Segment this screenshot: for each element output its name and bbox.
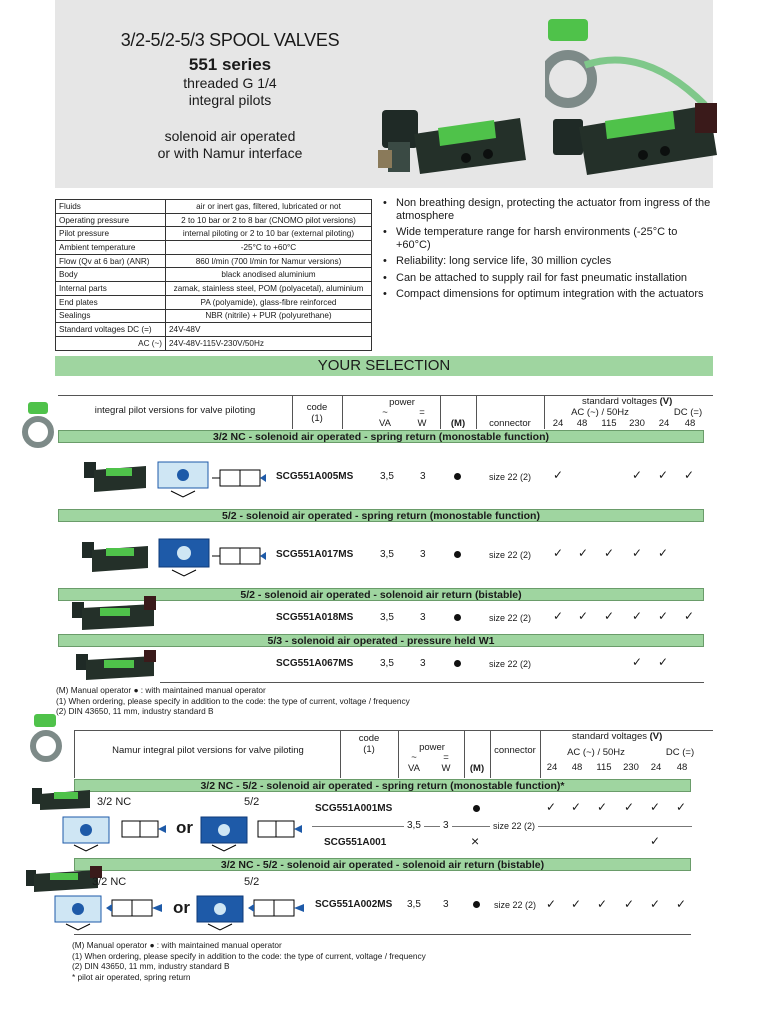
page-title: 3/2-5/2-5/3 SPOOL VALVES [120, 30, 340, 50]
product-code: SCG551A001MS [315, 803, 393, 814]
check-mark: ✓ [553, 468, 564, 482]
spec-value: internal piloting or 2 to 10 bar (external piloting) [166, 227, 372, 241]
label-52: 5/2 [244, 876, 260, 888]
check-mark: ✓ [632, 609, 643, 623]
voltage-label-dc: Standard voltages DC (=) [56, 323, 166, 337]
check-mark: ✓ [597, 897, 608, 911]
product-code: SCG551A018MS [276, 612, 354, 623]
note-line: * pilot air operated, spring return [72, 971, 191, 982]
or-label: or [173, 898, 190, 917]
check-mark: ✓ [650, 834, 661, 848]
valve-photo-right [545, 15, 725, 187]
check-mark: ✓ [658, 655, 669, 669]
code-note-header: (1) [311, 413, 323, 424]
connector-header: connector [494, 745, 536, 756]
v-230: 230 [623, 762, 639, 773]
spec-label: Body [56, 268, 166, 282]
std-voltages-header [582, 396, 672, 407]
spec-value: -25°C to +60°C [166, 241, 372, 255]
table2-desc-header: Namur integral pilot versions for valve piloting [112, 745, 304, 756]
std-voltages-label: standard voltages [572, 731, 647, 742]
manual-op-header: (M) [450, 418, 466, 429]
d-48: 48 [684, 418, 696, 429]
check-mark: ✓ [684, 609, 695, 623]
voltage-value-ac: 24V-48V-115V-230V/50Hz [166, 336, 372, 350]
voltage-label-ac: AC (~) [56, 336, 166, 350]
manual-operator-dot [473, 805, 480, 812]
col-divider [342, 395, 343, 429]
list-item: • Wide temperature range for harsh environments (-25°C to +60°C) [383, 226, 713, 251]
valve-symbol-photo [157, 461, 209, 499]
list-item: • Non breathing design, protecting the actuator from ingress of the atmosphere [383, 197, 713, 222]
check-mark: ✓ [624, 800, 635, 814]
voltage-value-dc: 24V-48V [166, 323, 372, 337]
table-row [56, 282, 372, 296]
namur-symbol-52 [196, 892, 244, 932]
valve-schematic [252, 815, 304, 847]
check-mark: ✓ [684, 468, 695, 482]
table-row [56, 213, 372, 227]
code-header: code [358, 733, 380, 744]
v-115: 115 [596, 762, 612, 773]
valve-schematic [116, 815, 168, 847]
power-w: 3 [440, 820, 452, 831]
specs-table [55, 199, 372, 351]
ac-header: AC (~) / 50Hz [567, 747, 625, 758]
table-row [56, 336, 372, 350]
thread-text: threaded G 1/4 [183, 75, 277, 91]
list-item: • Can be attached to supply rail for fast pneumatic installation [383, 272, 713, 285]
valve-schematic [106, 894, 166, 926]
label-52: 5/2 [244, 796, 260, 808]
valve-thumbnail [82, 458, 148, 498]
power-header: power [389, 397, 415, 408]
check-mark: ✓ [546, 800, 557, 814]
namur-symbol-32 [62, 813, 110, 853]
label-32nc: 3/2 NC [97, 796, 132, 808]
spec-label: Operating pressure [56, 213, 166, 227]
list-item: • Reliability: long service life, 30 million cycles [383, 255, 713, 268]
note-line: (1) When ordering, please specify in addition to the code: the type of current, voltage / frequency [72, 950, 426, 961]
check-mark: ✓ [546, 897, 557, 911]
valve-schematic [212, 540, 268, 576]
power-va: 3,5 [380, 658, 394, 669]
or-label: or [176, 818, 193, 837]
operation-text-2: or with Namur interface [157, 145, 303, 161]
check-mark: ✓ [676, 800, 687, 814]
spec-label: Fluids [56, 200, 166, 214]
check-mark: ✓ [604, 546, 615, 560]
spec-label: Internal parts [56, 282, 166, 296]
spec-value: air or inert gas, filtered, lubricated or not [166, 200, 372, 214]
v-230: 230 [629, 418, 645, 429]
table1-desc-header: integral pilot versions for valve piloting [94, 405, 256, 416]
col-divider [398, 730, 399, 778]
power-va: 3,5 [380, 612, 394, 623]
spec-value: 860 l/min (700 l/min for Namur versions) [166, 254, 372, 268]
notes-2 [72, 940, 426, 982]
std-voltages-label: standard voltages [582, 396, 657, 407]
connector-size: size 22 (2) [490, 821, 538, 831]
dc-header: DC (=) [673, 407, 703, 418]
valve-thumbnail [70, 594, 160, 634]
operation-text-1: solenoid air operated [164, 128, 296, 144]
check-mark: ✓ [676, 897, 687, 911]
check-mark: ✓ [632, 468, 643, 482]
d-24: 24 [650, 762, 662, 773]
no-manual-operator-cross: × [471, 833, 480, 849]
note-line: (2) DIN 43650, 11 mm, industry standard B [72, 961, 230, 971]
spec-label: Pilot pressure [56, 227, 166, 241]
actuator-icon [28, 712, 64, 764]
check-mark: ✓ [632, 546, 643, 560]
table1-bottom-rule [160, 682, 704, 683]
product-code: SCG551A001 [324, 837, 387, 848]
spec-value: zamak, stainless steel, POM (polyacetal), aluminium [166, 282, 372, 296]
spec-value: NBR (nitrile) + PUR (polyurethane) [166, 309, 372, 323]
check-mark: ✓ [624, 897, 635, 911]
power-va: 3,5 [404, 820, 424, 831]
power-w: 3 [420, 658, 426, 669]
check-mark: ✓ [658, 609, 669, 623]
table-row [56, 227, 372, 241]
manual-operator-dot [454, 614, 461, 621]
manual-op-header: (M) [469, 763, 485, 774]
col-divider [544, 395, 545, 429]
table-row [56, 309, 372, 323]
namur-symbol-32 [54, 892, 102, 932]
spec-label: End plates [56, 295, 166, 309]
namur-symbol-52 [200, 813, 248, 853]
product-code: SCG551A017MS [276, 549, 354, 560]
table-row [56, 295, 372, 309]
manual-operator-dot [454, 551, 461, 558]
d-24: 24 [658, 418, 670, 429]
section-header: 5/3 - solenoid air operated - pressure held W1 [58, 634, 704, 647]
section-header: 5/2 - solenoid air operated - spring return (monostable function) [58, 509, 704, 522]
power-w: 3 [420, 549, 426, 560]
va-symbol: ~ [382, 407, 388, 418]
table-row [56, 323, 372, 337]
connector-size: size 22 (2) [489, 550, 532, 560]
std-voltages-header [572, 731, 662, 742]
check-mark: ✓ [578, 609, 589, 623]
valve-symbol-photo [158, 538, 210, 578]
check-mark: ✓ [571, 897, 582, 911]
label-32nc: 3/2 NC [92, 876, 127, 888]
check-mark: ✓ [658, 546, 669, 560]
v-48: 48 [576, 418, 588, 429]
check-mark: ✓ [578, 546, 589, 560]
table-row [56, 200, 372, 214]
col-divider [74, 730, 75, 778]
power-w: 3 [420, 612, 426, 623]
va-header: VA [379, 418, 391, 429]
power-va: 3,5 [380, 471, 394, 482]
manual-operator-dot [454, 660, 461, 667]
check-mark: ✓ [597, 800, 608, 814]
connector-header: connector [489, 418, 531, 429]
list-item: • Compact dimensions for optimum integration with the actuators [383, 288, 713, 301]
spec-label: Ambient temperature [56, 241, 166, 255]
v-48: 48 [571, 762, 583, 773]
w-header: W [441, 763, 451, 774]
connector-size: size 22 (2) [494, 900, 537, 910]
check-mark: ✓ [650, 897, 661, 911]
table-row [56, 254, 372, 268]
section-header: 5/2 - solenoid air operated - solenoid air return (bistable) [58, 588, 704, 601]
section-header: 3/2 NC - solenoid air operated - spring return (monostable function) [58, 430, 704, 443]
va-symbol: ~ [411, 752, 417, 763]
check-mark: ✓ [650, 800, 661, 814]
spec-label: Sealings [56, 309, 166, 323]
section-header: 3/2 NC - 5/2 - solenoid air operated - spring return (monostable function)* [74, 779, 691, 792]
v-24: 24 [546, 762, 558, 773]
namur-valve-thumbnail [30, 784, 92, 812]
note-line: (2) DIN 43650, 11 mm, industry standard B [56, 706, 214, 716]
check-mark: ✓ [632, 655, 643, 669]
code-header: code [306, 402, 328, 413]
spec-value: black anodised aluminium [166, 268, 372, 282]
spec-label: Flow (Qv at 6 bar) (ANR) [56, 254, 166, 268]
note-line: (M) Manual operator ● : with maintained manual operator [56, 685, 266, 695]
w-symbol: = [419, 407, 425, 418]
notes-1 [56, 685, 410, 717]
check-mark: ✓ [604, 609, 615, 623]
table2-bottom-rule [74, 934, 691, 935]
dc-header: DC (=) [665, 747, 695, 758]
product-code: SCG551A067MS [276, 658, 354, 669]
selection-title: YOUR SELECTION [55, 356, 713, 376]
title-block [60, 30, 400, 162]
volt-unit: (V) [659, 396, 673, 407]
power-header: power [419, 742, 445, 753]
valve-thumbnail [74, 648, 160, 682]
w-symbol: = [443, 752, 449, 763]
ac-header: AC (~) / 50Hz [571, 407, 629, 418]
actuator-icon [20, 400, 56, 450]
table-row [56, 241, 372, 255]
power-va: 3,5 [380, 549, 394, 560]
check-mark: ✓ [553, 546, 564, 560]
w-header: W [417, 418, 427, 429]
connector-size: size 22 (2) [489, 472, 532, 482]
spec-value: 2 to 10 bar or 2 to 8 bar (CNOMO pilot versions) [166, 213, 372, 227]
d-48: 48 [676, 762, 688, 773]
connector-size: size 22 (2) [489, 613, 532, 623]
check-mark: ✓ [658, 468, 669, 482]
power-va: 3,5 [407, 899, 421, 910]
feature-list [383, 197, 713, 305]
note-line: (1) When ordering, please specify in addition to the code: the type of current, voltage / frequency [56, 695, 410, 706]
code-note-header: (1) [363, 744, 375, 755]
product-code: SCG551A002MS [315, 899, 393, 910]
table-row [56, 268, 372, 282]
v-115: 115 [601, 418, 617, 429]
power-w: 3 [420, 471, 426, 482]
valve-photo-left [378, 98, 528, 184]
connector-size: size 22 (2) [489, 659, 532, 669]
v-24: 24 [552, 418, 564, 429]
note-line: (M) Manual operator ● : with maintained manual operator [72, 940, 282, 950]
valve-schematic [248, 894, 308, 926]
va-header: VA [408, 763, 420, 774]
spec-value: PA (polyamide), glass-fibre reinforced [166, 295, 372, 309]
check-mark: ✓ [553, 609, 564, 623]
check-mark: ✓ [571, 800, 582, 814]
power-w: 3 [443, 899, 449, 910]
product-code: SCG551A005MS [276, 471, 354, 482]
pilots-text: integral pilots [188, 92, 272, 108]
manual-operator-dot [454, 473, 461, 480]
valve-schematic [212, 462, 268, 498]
manual-operator-dot [473, 901, 480, 908]
series-title: 551 series [188, 55, 272, 74]
volt-unit: (V) [649, 731, 663, 742]
section-header: 3/2 NC - 5/2 - solenoid air operated - solenoid air return (bistable) [74, 858, 691, 871]
valve-thumbnail [80, 538, 150, 578]
